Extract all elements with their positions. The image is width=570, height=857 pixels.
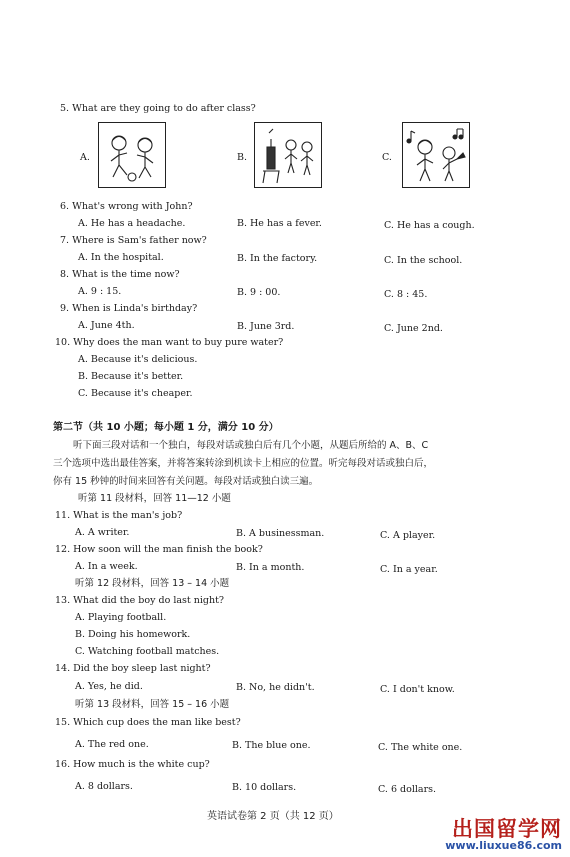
q6-question: 6. What's wrong with John?: [60, 201, 193, 212]
watermark-name: 出国留学网: [452, 817, 562, 841]
q13-option-b: B. Doing his homework.: [75, 629, 191, 640]
q12-question: 12. How soon will the man finish the book?: [55, 544, 263, 555]
q11-option-c: C. A player.: [380, 530, 436, 541]
q16-option-b: B. 10 dollars.: [232, 782, 297, 793]
material-11-heading: 听第 11 段材料，回答 11—12 小题: [78, 493, 231, 504]
material-13-heading: 听第 13 段材料，回答 15 – 16 小题: [75, 699, 230, 710]
q9-option-a: A. June 4th.: [78, 320, 135, 331]
q12-option-a: A. In a week.: [75, 561, 138, 572]
q7-option-b: B. In the factory.: [237, 253, 318, 264]
q9-option-c: C. June 2nd.: [384, 323, 443, 334]
q10-option-a: A. Because it's delicious.: [78, 354, 198, 365]
q15-question: 15. Which cup does the man like best?: [55, 717, 241, 728]
q10-option-c: C. Because it's cheaper.: [78, 388, 193, 399]
singing-picture-icon: [402, 122, 470, 188]
q13-option-a: A. Playing football.: [75, 612, 167, 623]
q5-label-c: C.: [382, 152, 392, 163]
q11-option-b: B. A businessman.: [236, 528, 325, 539]
q15-option-b: B. The blue one.: [232, 740, 311, 751]
q8-option-a: A. 9 : 15.: [78, 286, 122, 297]
q13-option-c: C. Watching football matches.: [75, 646, 220, 657]
q16-question: 16. How much is the white cup?: [55, 759, 210, 770]
q14-question: 14. Did the boy sleep last night?: [55, 663, 211, 674]
q7-option-a: A. In the hospital.: [78, 252, 164, 263]
q15-option-a: A. The red one.: [75, 739, 149, 750]
q5-label-b: B.: [237, 152, 248, 163]
q6-option-a: A. He has a headache.: [78, 218, 186, 229]
material-12-heading: 听第 12 段材料，回答 13 – 14 小题: [75, 578, 230, 589]
site-watermark: [445, 819, 562, 851]
q15-option-c: C. The white one.: [378, 742, 463, 753]
section-2-instructions-line-1: 听下面三段对话和一个独白，每段对话或独白后有几个小题，从题后所给的 A、B、C: [73, 440, 429, 451]
q11-option-a: A. A writer.: [75, 527, 130, 538]
q5-label-a: A.: [80, 152, 90, 163]
q16-option-c: C. 6 dollars.: [378, 784, 437, 795]
q10-option-b: B. Because it's better.: [78, 371, 184, 382]
q7-question: 7. Where is Sam's father now?: [60, 235, 207, 246]
section-2-title: 第二节（共 10 小题；每小题 1 分，满分 10 分）: [53, 422, 279, 433]
q14-option-c: C. I don't know.: [380, 684, 455, 695]
q10-question: 10. Why does the man want to buy pure water?: [55, 337, 284, 348]
q8-option-b: B. 9 : 00.: [237, 287, 281, 298]
q8-question: 8. What is the time now?: [60, 269, 180, 280]
q6-option-c: C. He has a cough.: [384, 220, 475, 231]
soccer-picture-icon: [98, 122, 166, 188]
q14-option-b: B. No, he didn't.: [236, 682, 315, 693]
section-2-instructions-line-2: 三个选项中选出最佳答案，并将答案转涂到机读卡上相应的位置。听完每段对话或独白后，: [53, 458, 434, 469]
page-footer: 英语试卷第 2 页（共 12 页）: [207, 811, 339, 822]
section-2-instructions-line-3: 你有 15 秒钟的时间来回答有关问题。每段对话或独白读三遍。: [53, 476, 319, 487]
q16-option-a: A. 8 dollars.: [75, 781, 133, 792]
q5-question: 5. What are they going to do after class?: [60, 103, 256, 114]
q6-option-b: B. He has a fever.: [237, 218, 322, 229]
q9-option-b: B. June 3rd.: [237, 321, 295, 332]
sculpture-picture-icon: [254, 122, 322, 188]
q8-option-c: C. 8 : 45.: [384, 289, 428, 300]
q7-option-c: C. In the school.: [384, 255, 463, 266]
q12-option-c: C. In a year.: [380, 564, 438, 575]
q9-question: 9. When is Linda's birthday?: [60, 303, 198, 314]
q12-option-b: B. In a month.: [236, 562, 305, 573]
q13-question: 13. What did the boy do last night?: [55, 595, 225, 606]
q14-option-a: A. Yes, he did.: [75, 681, 143, 692]
watermark-url: www.liuxue86.com: [445, 839, 562, 852]
q11-question: 11. What is the man's job?: [55, 510, 183, 521]
